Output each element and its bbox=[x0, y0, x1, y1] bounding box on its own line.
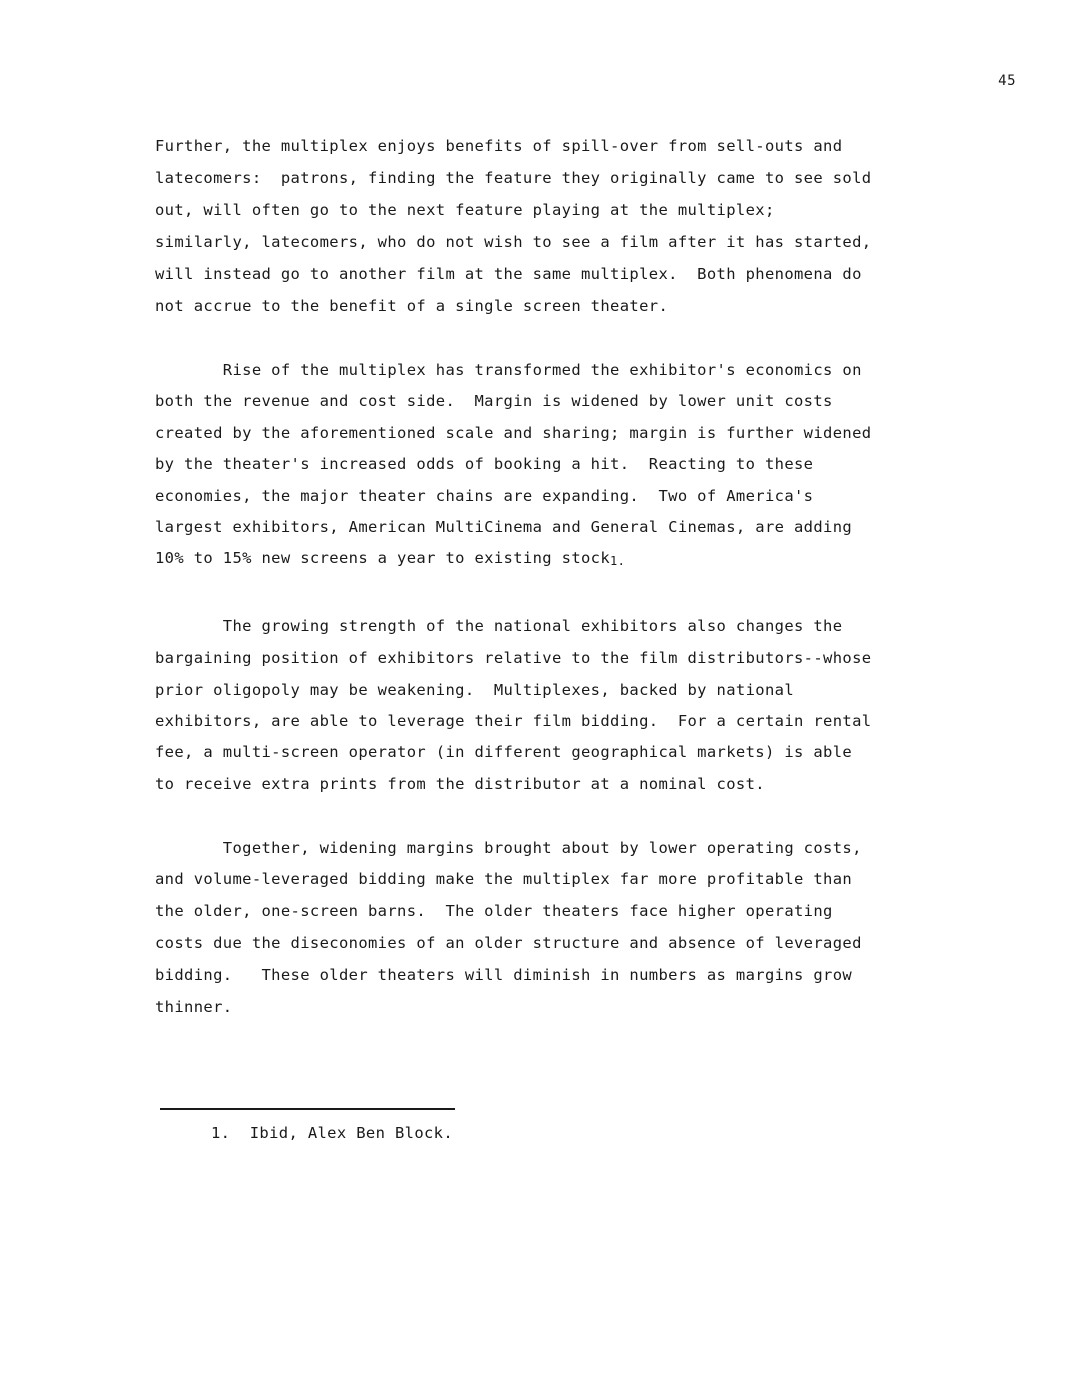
text-line: Together, widening margins brought about by lower operating costs, bbox=[155, 839, 862, 857]
text-line: will instead go to another film at the same multiplex. Both phenomena do bbox=[155, 265, 862, 283]
text-line: latecomers: patrons, finding the feature they originally came to see sold bbox=[155, 169, 872, 187]
text-line: by the theater's increased odds of booking a hit. Reacting to these bbox=[155, 455, 814, 473]
text-line: similarly, latecomers, who do not wish to see a film after it has started, bbox=[155, 233, 872, 251]
text-line: costs due the diseconomies of an older structure and absence of leveraged bbox=[155, 934, 862, 952]
footnote-divider bbox=[160, 1108, 455, 1110]
text-line: thinner. bbox=[155, 998, 233, 1016]
text-line: Further, the multiplex enjoys benefits of spill-over from sell-outs and bbox=[155, 137, 843, 155]
text-line: both the revenue and cost side. Margin is widened by lower unit costs bbox=[155, 392, 833, 410]
text-line: created by the aforementioned scale and sharing; margin is further widened bbox=[155, 424, 872, 442]
text-line-with-footnote bbox=[155, 549, 625, 568]
footnote: 1. Ibid, Alex Ben Block. bbox=[211, 1124, 454, 1142]
text-line: to receive extra prints from the distributor at a nominal cost. bbox=[155, 775, 765, 793]
text-line: prior oligopoly may be weakening. Multiplexes, backed by national bbox=[155, 681, 794, 699]
text-line: Rise of the multiplex has transformed the exhibitor's economics on bbox=[155, 361, 862, 379]
text-line: not accrue to the benefit of a single screen theater. bbox=[155, 297, 669, 315]
text-line-content: 10% to 15% new screens a year to existing stock bbox=[155, 549, 611, 567]
text-line: largest exhibitors, American MultiCinema and General Cinemas, are adding bbox=[155, 518, 853, 536]
footnote-reference: 1 bbox=[610, 554, 618, 568]
text-line: The growing strength of the national exhibitors also changes the bbox=[155, 617, 843, 635]
text-line: exhibitors, are able to leverage their film bidding. For a certain rental bbox=[155, 712, 872, 730]
text-line: economies, the major theater chains are expanding. Two of America's bbox=[155, 487, 814, 505]
footnote-trailing-period: . bbox=[617, 554, 626, 568]
text-line: out, will often go to the next feature playing at the multiplex; bbox=[155, 201, 775, 219]
text-line: the older, one-screen barns. The older theaters face higher operating bbox=[155, 902, 833, 920]
text-line: bargaining position of exhibitors relative to the film distributors--whose bbox=[155, 649, 872, 667]
text-line: fee, a multi-screen operator (in different geographical markets) is able bbox=[155, 743, 853, 761]
text-line: bidding. These older theaters will diminish in numbers as margins grow bbox=[155, 966, 853, 984]
text-line: and volume-leveraged bidding make the multiplex far more profitable than bbox=[155, 870, 853, 888]
page-number: 45 bbox=[998, 73, 1016, 89]
